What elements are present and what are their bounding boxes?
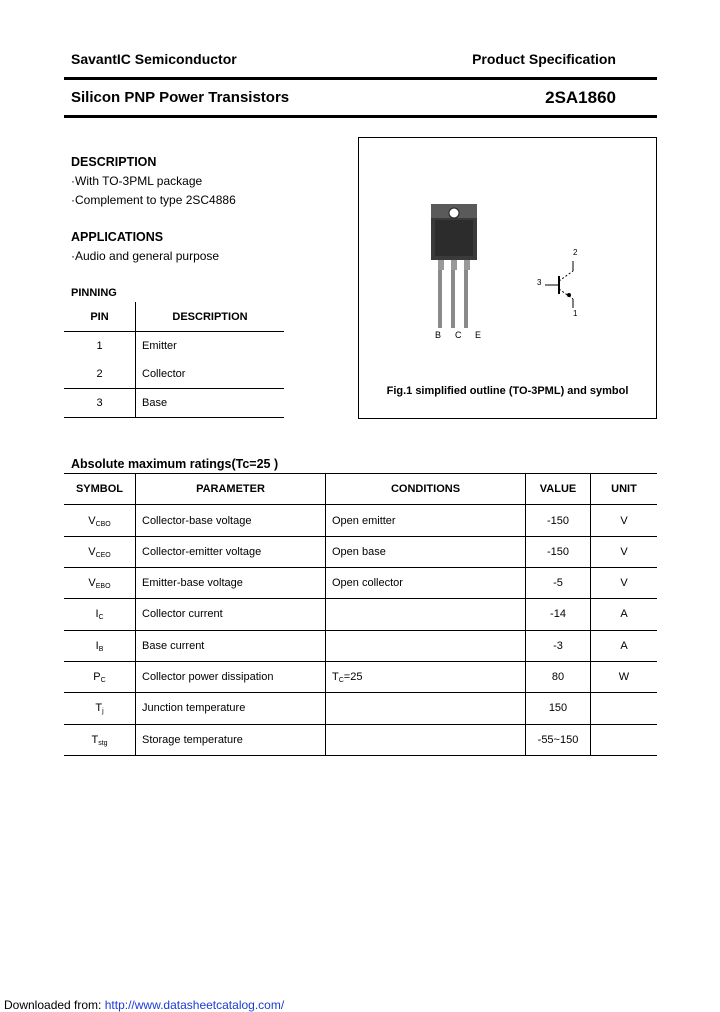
figure-box — [358, 137, 657, 419]
lead-label-c: C — [455, 330, 462, 340]
pin-description: Emitter — [142, 340, 177, 352]
part-number: 2SA1860 — [545, 88, 616, 107]
table-row-value: -3 — [553, 640, 563, 652]
header-rule-top — [64, 77, 657, 80]
table-row-parameter: Junction temperature — [142, 702, 246, 714]
transistor-outline-image — [359, 138, 656, 418]
table-row-conditions: Open collector — [332, 577, 403, 589]
table-row-parameter: Collector current — [142, 608, 223, 620]
datasheet-link[interactable]: http://www.datasheetcatalog.com/ — [104, 998, 285, 1012]
ratings-heading: Absolute maximum ratings(Tc=25 ) — [71, 457, 279, 471]
downloaded-label: Downloaded from: — [4, 998, 102, 1012]
pin-number: 3 — [96, 397, 103, 409]
table-row-parameter: Base current — [142, 640, 205, 652]
symbol-pin-1: 1 — [573, 309, 578, 318]
table-row-unit: V — [620, 546, 628, 558]
table-row-symbol: $V_{CBO}$ — [88, 515, 111, 528]
table-row-conditions: Open emitter — [332, 515, 396, 527]
figure-caption: Fig.1 simplified outline (TO-3PML) and symbol — [386, 385, 629, 397]
table-row-symbol: $T_{stg}$ — [91, 734, 108, 747]
table-row-unit: V — [620, 515, 628, 527]
table-row-symbol: $I_C$ — [95, 608, 104, 621]
pinning-heading: PINNING — [71, 287, 117, 299]
doc-type: Product Specification — [472, 51, 616, 67]
table-row-value: -5 — [553, 577, 563, 589]
company-name: SavantIC Semiconductor — [71, 51, 237, 67]
symbol-pin-3: 3 — [537, 278, 542, 287]
table-row-parameter: Storage temperature — [142, 734, 243, 746]
symbol-pin-2: 2 — [573, 248, 578, 257]
table-row-value: -150 — [546, 546, 570, 558]
download-footer — [4, 998, 284, 1012]
table-row-symbol: $V_{EBO}$ — [88, 577, 111, 590]
lead-label-b: B — [435, 330, 442, 340]
description-item: ·Complement to type 2SC4886 — [71, 193, 236, 207]
header-rule-bottom — [64, 115, 657, 118]
table-row-conditions: $T_C=25$ — [332, 671, 363, 684]
applications-item: ·Audio and general purpose — [71, 249, 220, 263]
table-row-conditions: Open base — [332, 546, 386, 558]
table-row-unit: A — [620, 640, 628, 652]
table-row-parameter: Collector-emitter voltage — [142, 546, 262, 558]
pin-description: Collector — [142, 368, 186, 380]
table-row-value: -14 — [550, 608, 566, 620]
pin-description: Base — [142, 397, 168, 409]
table-row-value: 150 — [548, 702, 568, 714]
table-row-value: -55~150 — [537, 734, 579, 746]
pin-number: 2 — [96, 368, 103, 380]
table-row-unit: V — [620, 577, 628, 589]
pin-col-header: PIN — [90, 311, 109, 323]
table-row-unit: A — [620, 608, 628, 620]
col-header-value: VALUE — [539, 483, 577, 495]
col-header-conditions: CONDITIONS — [390, 483, 461, 495]
description-heading: DESCRIPTION — [71, 155, 157, 169]
applications-heading: APPLICATIONS — [71, 230, 164, 244]
table-row-unit: W — [618, 671, 630, 683]
col-header-symbol: SYMBOL — [75, 483, 124, 495]
product-title: Silicon PNP Power Transistors — [71, 89, 290, 106]
desc-col-header: DESCRIPTION — [172, 311, 248, 323]
table-row-symbol: $P_C$ — [93, 671, 106, 684]
table-row-symbol: $T_j$ — [95, 702, 104, 715]
table-row-parameter: Emitter-base voltage — [142, 577, 243, 589]
table-row-value: 80 — [551, 671, 565, 683]
col-header-unit: UNIT — [611, 483, 637, 495]
table-row-parameter: Collector power dissipation — [142, 671, 274, 683]
description-item: ·With TO-3PML package — [71, 174, 203, 188]
table-row-value: -150 — [546, 515, 570, 527]
table-row-symbol: $V_{CEO}$ — [88, 546, 111, 559]
table-row-parameter: Collector-base voltage — [142, 515, 252, 527]
table-row-symbol: $I_B$ — [95, 640, 104, 653]
lead-label-e: E — [475, 330, 482, 340]
pin-number: 1 — [96, 340, 103, 352]
col-header-parameter: PARAMETER — [196, 483, 265, 495]
